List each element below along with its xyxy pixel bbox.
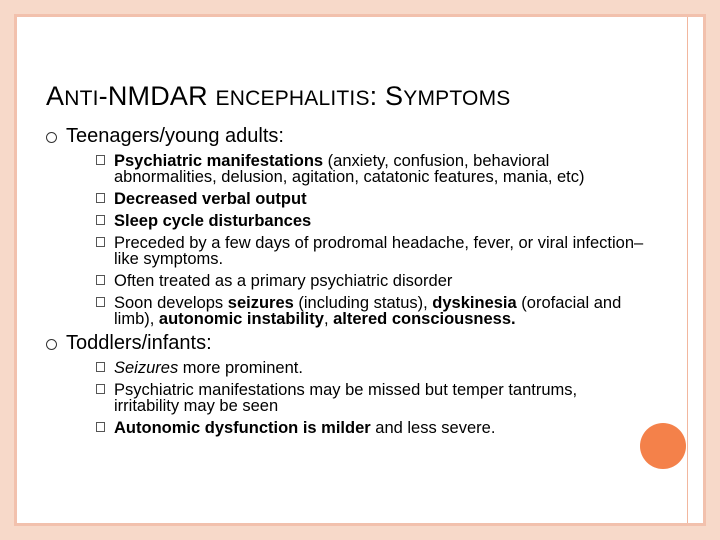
square-bullet-icon [96,237,105,247]
square-bullet-icon [96,275,105,285]
circle-bullet-icon [46,132,57,143]
list-item: Preceded by a few days of prodromal headache, fever, or viral infection–like symptoms. [66,235,646,267]
list-item: Often treated as a primary psychiatric disorder [66,273,646,289]
symptom-list [66,360,646,436]
section-teenagers [46,124,646,327]
section-heading: Teenagers/young adults: [66,125,284,147]
accent-line [687,17,688,523]
slide-content [46,124,646,436]
square-bullet-icon [96,297,105,307]
square-bullet-icon [96,193,105,203]
square-bullet-icon [96,422,105,432]
list-item: Sleep cycle disturbances [66,213,646,229]
list-item: Autonomic dysfunction is milder and less severe. [66,420,646,436]
list-item: Psychiatric manifestations may be missed but temper tantrums, irritability may be seen [66,382,646,414]
slide-title: ANTI-NMDAR ENCEPHALITIS: SYMPTOMS [46,81,511,111]
list-item: Seizures more prominent. [66,360,646,376]
square-bullet-icon [96,362,105,372]
square-bullet-icon [96,155,105,165]
list-item: Decreased verbal output [66,191,646,207]
decorative-orange-dot [640,423,686,469]
symptom-list [66,153,646,327]
section-toddlers [46,331,646,436]
section-heading: Toddlers/infants: [66,332,212,354]
list-item: Soon develops seizures (including status), dyskinesia (orofacial and limb), autonomic instability, altered consciousness. [66,295,646,327]
square-bullet-icon [96,215,105,225]
list-item: Psychiatric manifestations (anxiety, confusion, behavioral abnormalities, delusion, agitation, catatonic features, mania, etc) [66,153,646,185]
circle-bullet-icon [46,339,57,350]
square-bullet-icon [96,384,105,394]
